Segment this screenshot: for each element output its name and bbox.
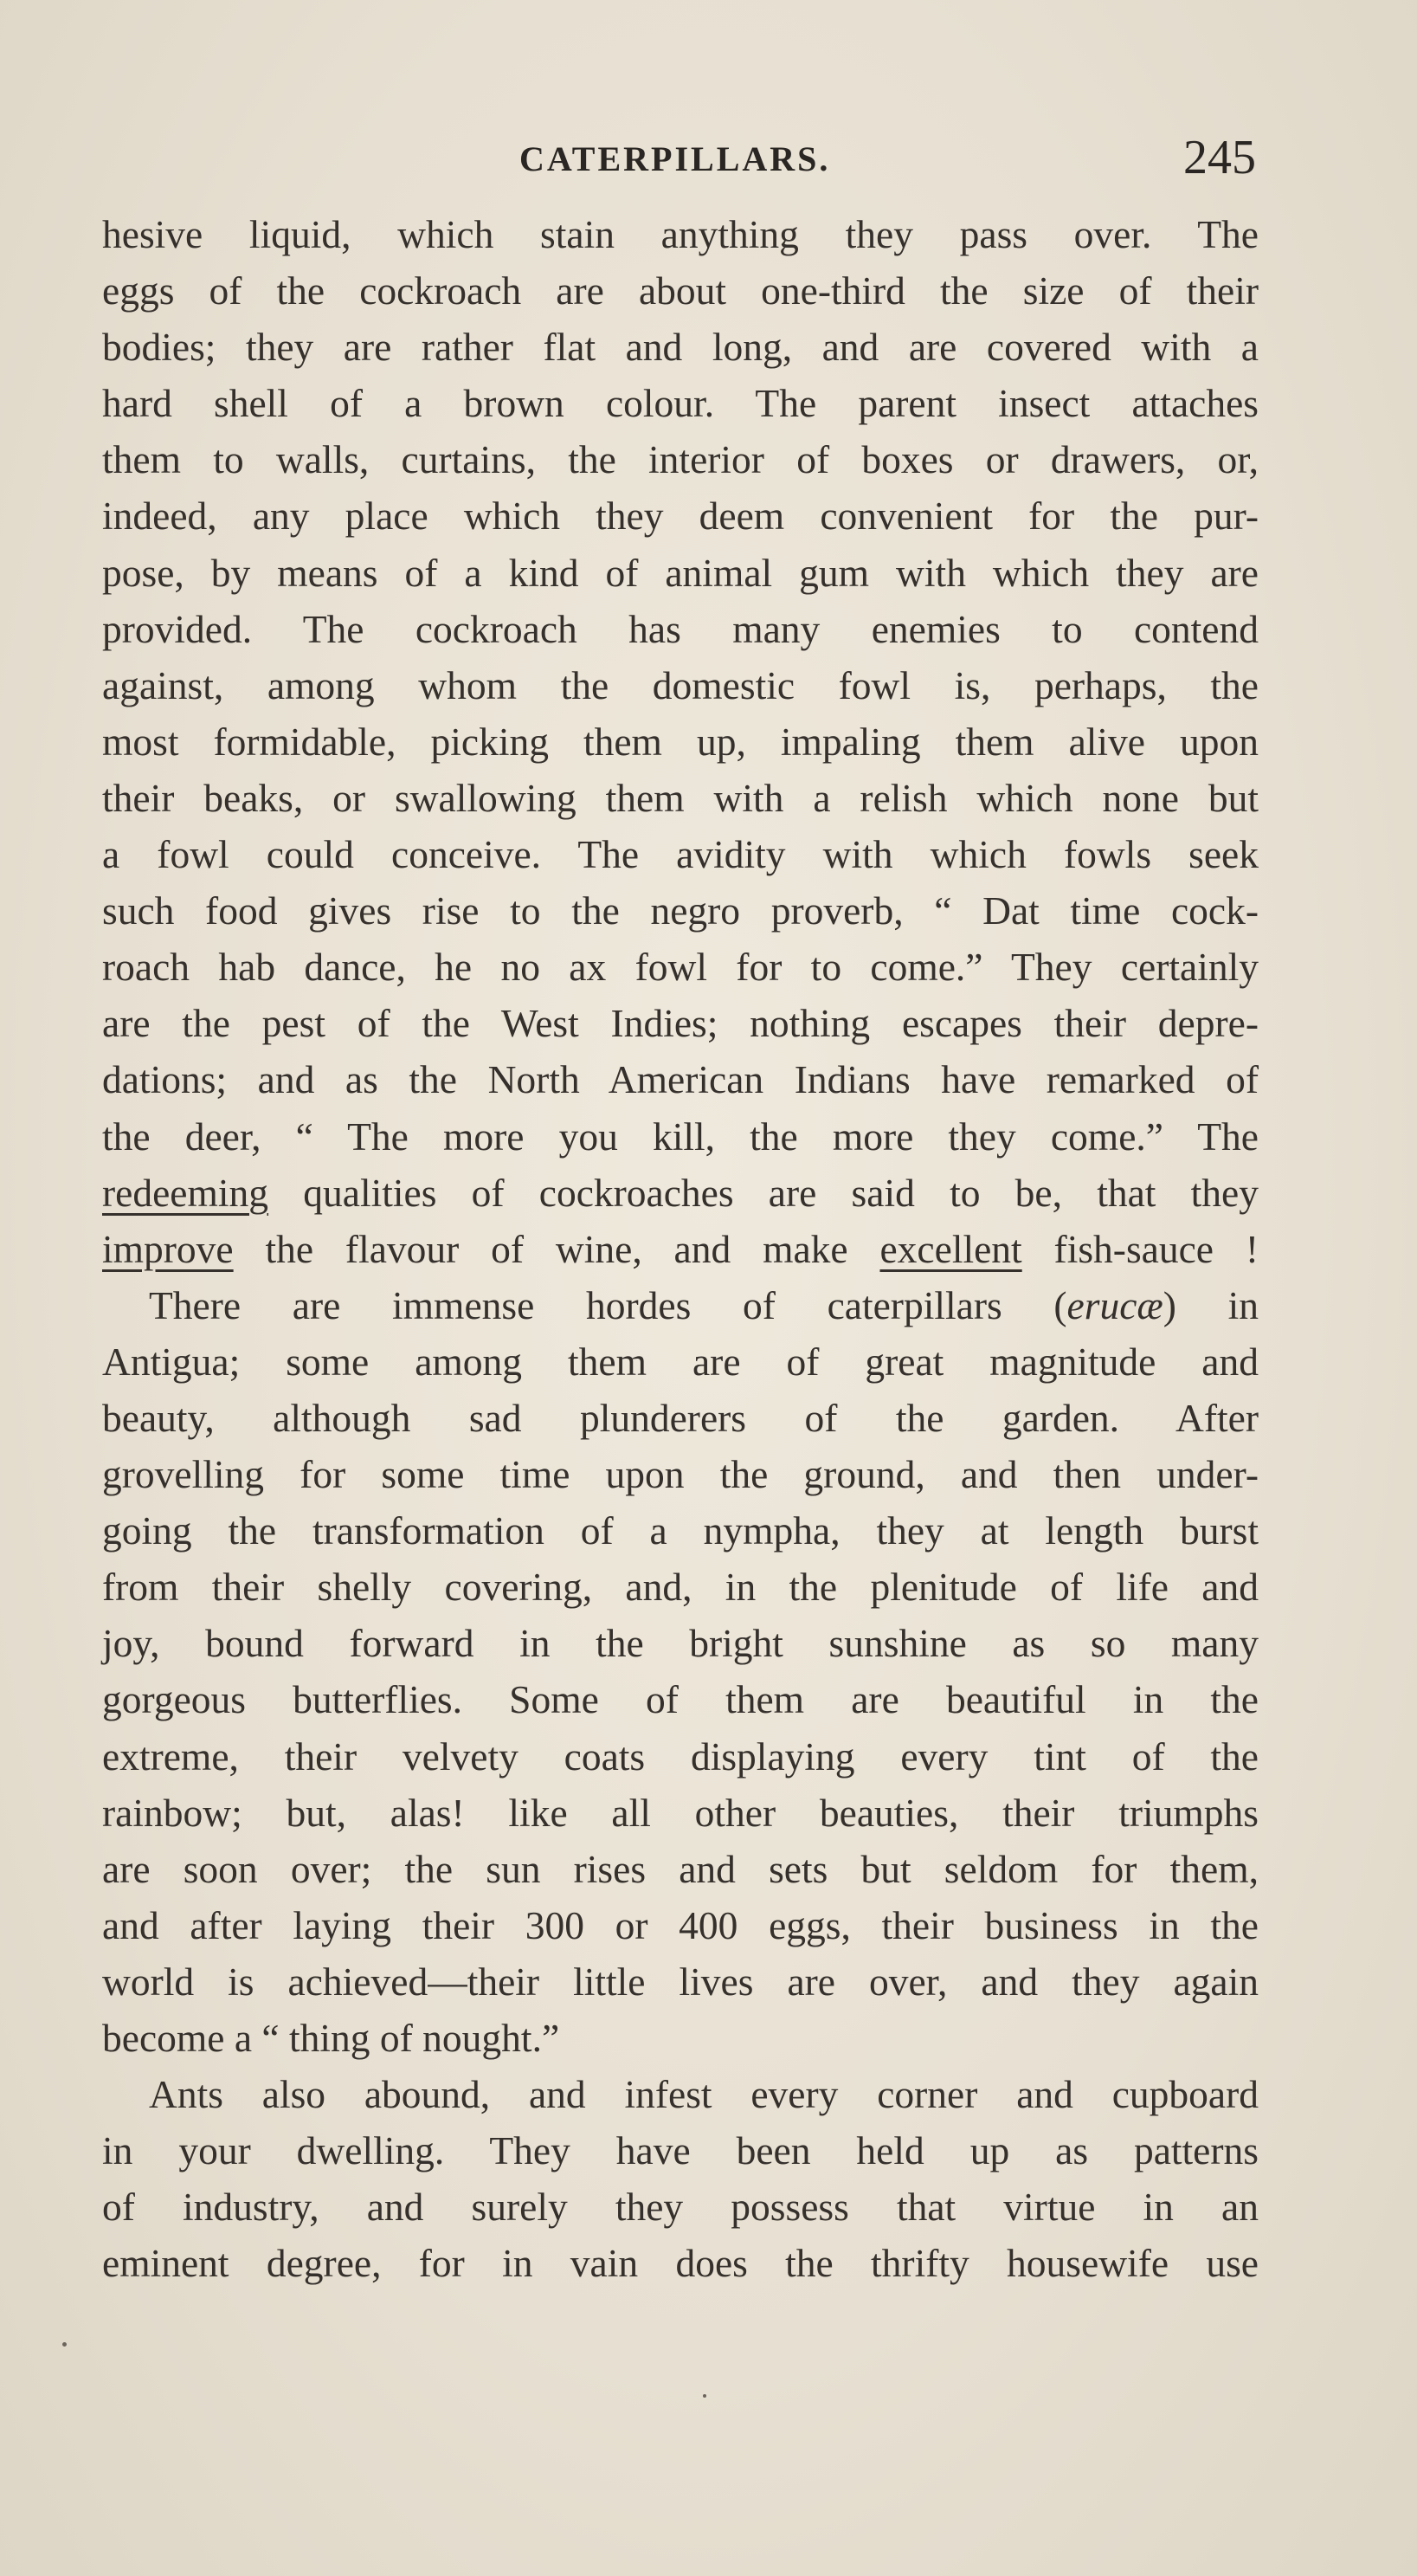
text-line: are soon over; the sun rises and sets but seldom for them, [102, 1846, 1259, 1891]
text-line: most formidable, picking them up, impaling them alive upon [102, 719, 1259, 764]
text-line: going the transformation of a nympha, they at length burst [102, 1508, 1259, 1553]
text-line: are the pest of the West Indies; nothing escapes their depre- [102, 1001, 1259, 1046]
text-line: Antigua; some among them are of great magnitude and [102, 1339, 1259, 1384]
text-segment: the flavour of wine, and make [233, 1226, 880, 1271]
text-line: gorgeous butterflies. Some of them are beautiful in the [102, 1677, 1259, 1722]
text-line: them to walls, curtains, the interior of boxes or drawers, or, [102, 437, 1259, 482]
text-line: become a “ thing of nought.” [102, 2016, 560, 2060]
running-head: CATERPILLARS. [519, 139, 831, 178]
text-line: beauty, although sad plunderers of the garden. After [102, 1395, 1259, 1440]
text-line: from their shelly covering, and, in the plenitude of life and [102, 1565, 1259, 1610]
text-line-underlined [102, 1221, 1259, 1277]
text-line: the deer, “ The more you kill, the more they come.” The [102, 1114, 1259, 1159]
text-line: indeed, any place which they deem convenient for the pur- [102, 494, 1259, 539]
paragraph-start-line: Ants also abound, and infest every corner and cupboard [149, 2072, 1259, 2117]
text-line: provided. The cockroach has many enemies to contend [102, 606, 1259, 651]
text-line: against, among whom the domestic fowl is, perhaps, the [102, 662, 1259, 707]
underlined-word: improve [102, 1226, 234, 1271]
text-line: such food gives rise to the negro proverb, “ Dat time cock- [102, 888, 1259, 933]
paper-speck [62, 2342, 67, 2347]
text-line: joy, bound forward in the bright sunshine as so many [102, 1621, 1259, 1666]
text-segment: qualities of cockroaches are said to be, that they [268, 1170, 1259, 1215]
paragraph-start-line: There are immense hordes of caterpillars (erucæ) in [149, 1282, 1259, 1327]
page-header [0, 130, 1417, 199]
body-text [102, 206, 1259, 2291]
text-line: of industry, and surely they possess that virtue in an [102, 2185, 1259, 2230]
underlined-word: excellent [879, 1226, 1022, 1271]
text-line: eggs of the cockroach are about one-third the size of their [102, 268, 1259, 313]
text-line: a fowl could conceive. The avidity with which fowls seek [102, 832, 1259, 877]
paper-speck [703, 2394, 706, 2398]
text-line-underlined [102, 1165, 1259, 1221]
text-line: bodies; they are rather flat and long, and are covered with a [102, 325, 1259, 370]
text-line: their beaks, or swallowing them with a relish which none but [102, 775, 1259, 820]
text-line: in your dwelling. They have been held up as patterns [102, 2128, 1259, 2173]
latin-term: erucæ [1066, 1282, 1163, 1327]
text-line: eminent degree, for in vain does the thrifty housewife use [102, 2241, 1259, 2286]
text-segment: fish-sauce ! [1021, 1226, 1259, 1271]
text-line: and after laying their 300 or 400 eggs, their business in the [102, 1902, 1259, 1947]
text-line: pose, by means of a kind of animal gum with which they are [102, 550, 1259, 595]
text-line: grovelling for some time upon the ground, and then under- [102, 1452, 1259, 1497]
text-line: rainbow; but, alas! like all other beauties, their triumphs [102, 1790, 1259, 1835]
page-number: 245 [1183, 131, 1256, 184]
text-line: extreme, their velvety coats displaying every tint of the [102, 1733, 1259, 1779]
underlined-word: redeeming [102, 1170, 269, 1215]
text-line: dations; and as the North American Indians have remarked of [102, 1057, 1259, 1102]
text-line: roach hab dance, he no ax fowl for to come.” They certainly [102, 945, 1259, 990]
text-line: hard shell of a brown colour. The parent insect attaches [102, 381, 1259, 426]
text-line: world is achieved—their little lives are over, and they again [102, 1959, 1259, 2004]
text-line: hesive liquid, which stain anything they pass over. The [102, 212, 1259, 256]
